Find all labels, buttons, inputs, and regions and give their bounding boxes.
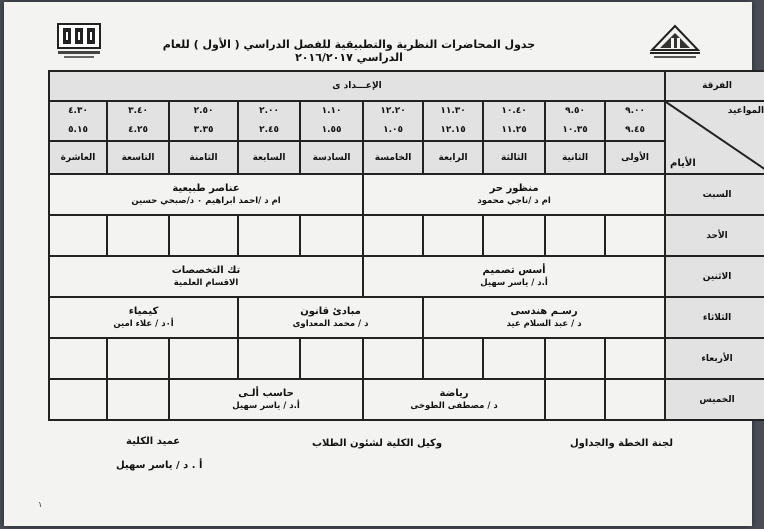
empty-slot: [605, 379, 665, 420]
course-cell: كيمياء أ٠د / علاء امين: [49, 297, 238, 338]
empty-slot: [545, 338, 605, 379]
empty-slot: [300, 215, 363, 256]
empty-slot: [238, 215, 300, 256]
group-label: الفرقة: [665, 71, 764, 101]
empty-slot: [483, 338, 545, 379]
day-monday: الاثنين: [665, 256, 764, 297]
empty-slot: [169, 215, 238, 256]
course-cell: تك التخصصات الاقسام العلمية: [49, 256, 363, 297]
period-time: ١٢.٢٠ ١.٠٥: [363, 101, 423, 141]
empty-slot: [363, 215, 423, 256]
days-label: الأيام: [670, 158, 696, 169]
faculty-logo: [56, 22, 102, 62]
university-logo: [644, 24, 706, 64]
period-time: ٩.٥٠ ١٠.٣٥: [545, 101, 605, 141]
day-thursday: الخميس: [665, 379, 764, 420]
times-label: المواعيد: [727, 106, 764, 116]
period-name: الثانية: [545, 141, 605, 174]
times-days-corner: [665, 101, 764, 174]
empty-slot: [605, 215, 665, 256]
course-cell: رسـم هندسى د / عبد السلام عيد: [423, 297, 665, 338]
empty-slot: [300, 338, 363, 379]
course-cell: رياضة د / مصطفى الطوخى: [363, 379, 545, 420]
day-tuesday: الثلاثاء: [665, 297, 764, 338]
empty-slot: [545, 215, 605, 256]
page-number: ١: [38, 500, 43, 509]
schedule-title: جدول المحاضرات النظرية والتطبيقية للفصل الدراسي ( الأول ) للعام الدراسي ٢٠١٦/٢٠١٧: [162, 38, 536, 64]
empty-slot: [49, 379, 107, 420]
period-name: التاسعة: [107, 141, 169, 174]
course-cell: أسس تصميم أ.د / ياسر سهيل: [363, 256, 665, 297]
dean-name: أ . د / ياسر سهيل: [116, 460, 203, 471]
empty-slot: [107, 215, 169, 256]
period-time: ٢.٠٠ ٢.٤٥: [238, 101, 300, 141]
period-name: العاشرة: [49, 141, 107, 174]
period-time: ١٠.٤٠ ١١.٢٥: [483, 101, 545, 141]
period-name: السادسة: [300, 141, 363, 174]
committee-signature: لجنة الخطة والجداول: [570, 438, 673, 449]
period-name: الأولى: [605, 141, 665, 174]
day-sunday: الأحد: [665, 215, 764, 256]
empty-slot: [238, 338, 300, 379]
course-cell: منظور حر ام د /ناجي محمود: [363, 174, 665, 215]
period-name: الثالثة: [483, 141, 545, 174]
empty-slot: [107, 379, 169, 420]
period-time: ٣.٤٠ ٤.٢٥: [107, 101, 169, 141]
course-cell: عناصر طبيعية ام د /احمد ابراهيم ٠ د/صبحي حسين: [49, 174, 363, 215]
empty-slot: [605, 338, 665, 379]
period-time: ٢.٥٠ ٣.٣٥: [169, 101, 238, 141]
empty-slot: [363, 338, 423, 379]
stage-name: الإعـــداد ى: [49, 71, 665, 101]
period-name: الثامنة: [169, 141, 238, 174]
period-name: السابعة: [238, 141, 300, 174]
empty-slot: [545, 379, 605, 420]
period-time: ٩.٠٠ ٩.٤٥: [605, 101, 665, 141]
empty-slot: [423, 338, 483, 379]
empty-slot: [483, 215, 545, 256]
empty-slot: [169, 338, 238, 379]
period-time: ١١.٣٠ ١٢.١٥: [423, 101, 483, 141]
empty-slot: [107, 338, 169, 379]
timetable: [48, 70, 764, 421]
course-cell: مبادئ قانون د / محمد المعداوى: [238, 297, 423, 338]
empty-slot: [49, 215, 107, 256]
day-saturday: السبت: [665, 174, 764, 215]
period-name: الخامسة: [363, 141, 423, 174]
period-time: ٤.٣٠ ٥.١٥: [49, 101, 107, 141]
empty-slot: [49, 338, 107, 379]
day-wednesday: الأربعاء: [665, 338, 764, 379]
dean-title: عميد الكلية: [126, 436, 181, 447]
vice-dean-signature: وكيل الكلية لشئون الطلاب: [312, 438, 443, 449]
course-cell: حاسب ألـى أ.د / ياسر سهيل: [169, 379, 363, 420]
period-time: ١.١٠ ١.٥٥: [300, 101, 363, 141]
schedule-sheet: [4, 2, 764, 526]
empty-slot: [423, 215, 483, 256]
period-name: الرابعة: [423, 141, 483, 174]
